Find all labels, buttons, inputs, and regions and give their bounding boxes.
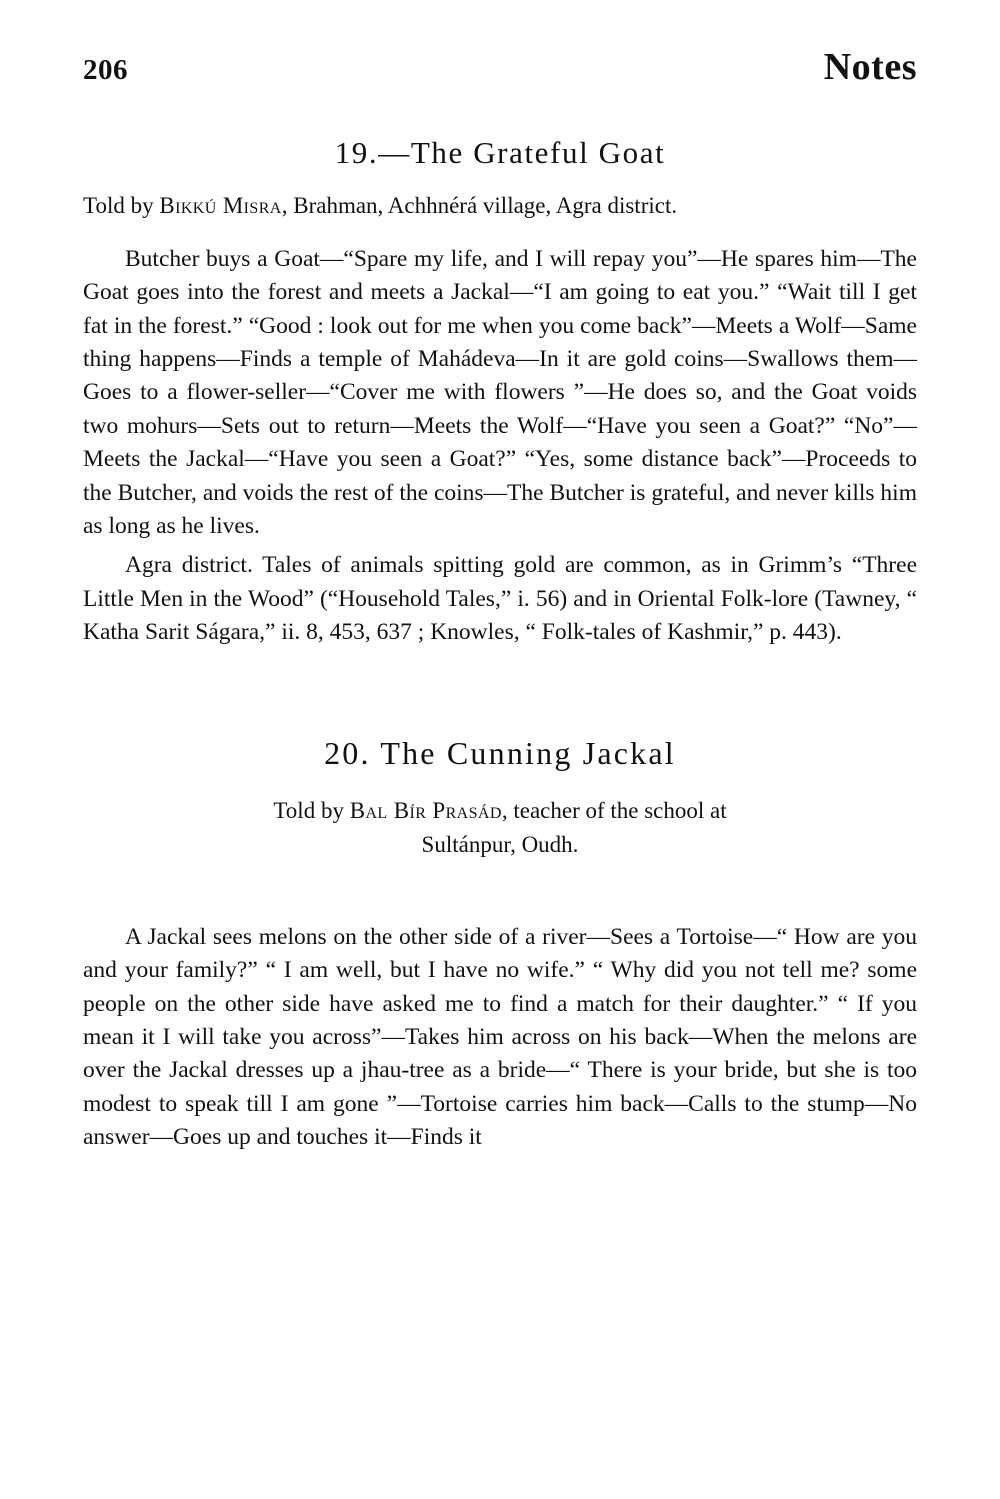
section-spacer	[83, 649, 917, 735]
page-body	[83, 135, 917, 1155]
attribution-suffix: , teacher of the school at	[501, 798, 727, 824]
page-header	[83, 45, 917, 89]
attribution-prefix: Told by	[83, 193, 160, 218]
attribution-suffix: , Brahman, Achhnérá village, Agra district.	[281, 193, 678, 218]
attribution-name: Bal Bír Prasád	[349, 798, 502, 824]
attribution-19	[83, 193, 917, 219]
paragraph: Agra district. Tales of animals spitting gold are common, as in Grimm’s “Three Little Men in the Wood” (“Household Tales,” i. 56) and in Oriental Folk-lore (Tawney, “ Katha Sarit Ságara,” ii. 8, 453, 637 ; Knowles, “ Folk-tales of Kashmir,” p. 443).	[83, 552, 917, 645]
page-number: 206	[83, 54, 128, 86]
attribution-prefix: Told by	[273, 798, 350, 824]
paragraph: Butcher buys a Goat—“Spare my life, and I will repay you”—He spares him—The Goat goes into the forest and meets a Jackal—“I am going to eat you.” “Wait till I get fat in the forest.” “Good : look out for me when you come back”—Meets a Wolf—Same thing happens—Finds a temple of Mahádeva—In it are gold coins—Swallows them—Goes to a flower-seller—“Cover me with flowers ”—He does so, and the Goat voids two mohurs—Sets out to return—Meets the Wolf—“Have you seen a Goat?” “No”—Meets the Jackal—“Have you seen a Goat?” “Yes, some distance back”—Proceeds to the Butcher, and voids the rest of the coins—The Butcher is grateful, and never kills him as long as he lives.	[83, 246, 917, 539]
attribution-20	[83, 794, 917, 861]
section-title-20: 20. The Cunning Jackal	[324, 735, 676, 772]
section-title-19: 19.—The Grateful Goat	[334, 135, 666, 170]
attribution-line-2: Sultánpur, Oudh.	[421, 831, 579, 857]
paragraph-spacer	[83, 891, 917, 921]
attribution-name: Bikkú Misra	[159, 193, 282, 218]
running-head: Notes	[823, 46, 917, 88]
paragraph: A Jackal sees melons on the other side of a river—Sees a Tortoise—“ How are you and your family?” “ I am well, but I have no wife.” “ Why did you not tell me? some people on the other side have asked me to find a match for their daughter.” “ If you mean it I will take you across”—Takes him across on his back—When the melons are over the Jackal dresses up a jhau-tree as a bride—“ There is your bride, but she is too modest to speak till I am gone ”—Tortoise carries him back—Calls to the stump—No answer—Goes up and touches it—Finds it	[83, 924, 917, 1151]
